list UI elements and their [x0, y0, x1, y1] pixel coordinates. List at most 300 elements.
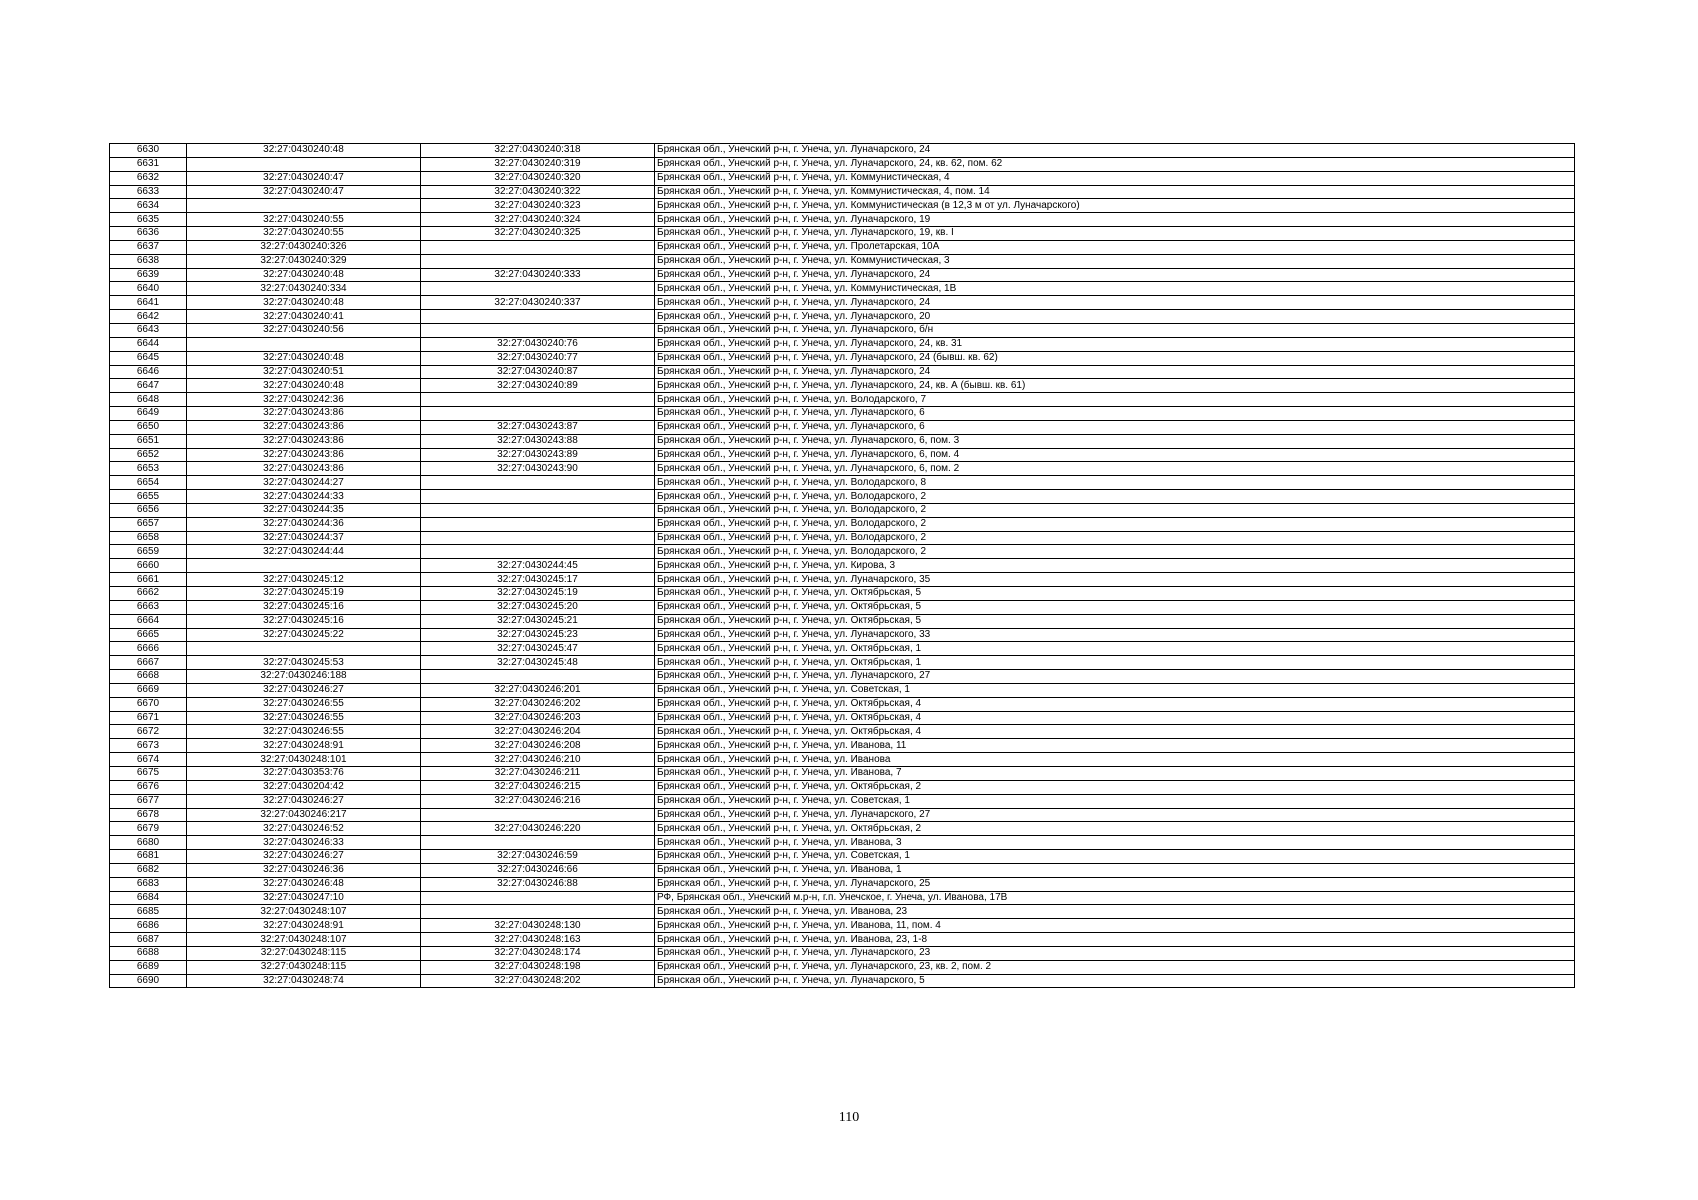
parent-cadastral-number-cell: 32:27:0430244:36: [187, 517, 421, 531]
parent-cadastral-number-cell: 32:27:0430244:44: [187, 545, 421, 559]
cadastral-number-cell: 32:27:0430244:45: [421, 559, 655, 573]
address-cell: Брянская обл., Унечский р-н, г. Унеча, ул. Луначарского, 23, кв. 2, пом. 2: [655, 960, 1575, 974]
address-cell: Брянская обл., Унечский р-н, г. Унеча, ул. Иванова, 23: [655, 905, 1575, 919]
table-row: [110, 448, 1575, 462]
address-cell: Брянская обл., Унечский р-н, г. Унеча, ул. Володарского, 2: [655, 545, 1575, 559]
parent-cadastral-number-cell: [187, 157, 421, 171]
address-cell: Брянская обл., Унечский р-н, г. Унеча, ул. Коммунистическая (в 12,3 м от ул. Луначарского): [655, 199, 1575, 213]
cadastral-number-cell: 32:27:0430245:19: [421, 587, 655, 601]
address-cell: Брянская обл., Унечский р-н, г. Унеча, ул. Луначарского, 6: [655, 407, 1575, 421]
parent-cadastral-number-cell: 32:27:0430240:48: [187, 268, 421, 282]
row-number-cell: 6640: [110, 282, 187, 296]
address-cell: Брянская обл., Унечский р-н, г. Унеча, ул. Луначарского, б/н: [655, 323, 1575, 337]
row-number-cell: 6633: [110, 185, 187, 199]
table-row: [110, 836, 1575, 850]
table-row: [110, 711, 1575, 725]
parent-cadastral-number-cell: 32:27:0430240:334: [187, 282, 421, 296]
table-row: [110, 891, 1575, 905]
cadastral-number-cell: 32:27:0430240:325: [421, 227, 655, 241]
table-row: [110, 323, 1575, 337]
address-cell: Брянская обл., Унечский р-н, г. Унеча, ул. Коммунистическая, 4, пом. 14: [655, 185, 1575, 199]
parent-cadastral-number-cell: 32:27:0430245:12: [187, 573, 421, 587]
parent-cadastral-number-cell: 32:27:0430245:16: [187, 600, 421, 614]
cadastral-number-cell: 32:27:0430246:211: [421, 766, 655, 780]
row-number-cell: 6681: [110, 850, 187, 864]
row-number-cell: 6685: [110, 905, 187, 919]
address-cell: Брянская обл., Унечский р-н, г. Унеча, ул. Володарского, 2: [655, 531, 1575, 545]
cadastral-number-cell: [421, 393, 655, 407]
parent-cadastral-number-cell: 32:27:0430242:36: [187, 393, 421, 407]
table-row: [110, 974, 1575, 988]
table-row: [110, 656, 1575, 670]
parent-cadastral-number-cell: 32:27:0430248:115: [187, 960, 421, 974]
address-cell: Брянская обл., Унечский р-н, г. Унеча, ул. Пролетарская, 10А: [655, 240, 1575, 254]
table-row: [110, 739, 1575, 753]
row-number-cell: 6644: [110, 337, 187, 351]
table-row: [110, 199, 1575, 213]
parent-cadastral-number-cell: 32:27:0430240:48: [187, 379, 421, 393]
cadastral-number-cell: 32:27:0430245:48: [421, 656, 655, 670]
row-number-cell: 6635: [110, 213, 187, 227]
parent-cadastral-number-cell: 32:27:0430243:86: [187, 434, 421, 448]
row-number-cell: 6663: [110, 600, 187, 614]
row-number-cell: 6669: [110, 683, 187, 697]
table-row: [110, 296, 1575, 310]
address-cell: Брянская обл., Унечский р-н, г. Унеча, ул. Октябрьская, 1: [655, 656, 1575, 670]
row-number-cell: 6684: [110, 891, 187, 905]
parent-cadastral-number-cell: [187, 559, 421, 573]
cadastral-number-cell: 32:27:0430240:333: [421, 268, 655, 282]
row-number-cell: 6637: [110, 240, 187, 254]
page-number: 110: [838, 1110, 860, 1125]
parent-cadastral-number-cell: 32:27:0430243:86: [187, 420, 421, 434]
cadastral-number-cell: 32:27:0430240:337: [421, 296, 655, 310]
address-cell: Брянская обл., Унечский р-н, г. Унеча, ул. Октябрьская, 5: [655, 600, 1575, 614]
table-row: [110, 946, 1575, 960]
cadastral-number-cell: 32:27:0430240:77: [421, 351, 655, 365]
address-cell: Брянская обл., Унечский р-н, г. Унеча, ул. Луначарского, 19, кв. I: [655, 227, 1575, 241]
table-row: [110, 171, 1575, 185]
cadastral-number-cell: 32:27:0430240:320: [421, 171, 655, 185]
parent-cadastral-number-cell: 32:27:0430246:217: [187, 808, 421, 822]
parent-cadastral-number-cell: 32:27:0430240:51: [187, 365, 421, 379]
row-number-cell: 6679: [110, 822, 187, 836]
table-row: [110, 863, 1575, 877]
table-row: [110, 462, 1575, 476]
table-row: [110, 559, 1575, 573]
parent-cadastral-number-cell: 32:27:0430353:76: [187, 766, 421, 780]
table-row: [110, 600, 1575, 614]
address-cell: Брянская обл., Унечский р-н, г. Унеча, ул. Луначарского, 24: [655, 296, 1575, 310]
row-number-cell: 6657: [110, 517, 187, 531]
row-number-cell: 6638: [110, 254, 187, 268]
row-number-cell: 6656: [110, 503, 187, 517]
table-row: [110, 254, 1575, 268]
parent-cadastral-number-cell: 32:27:0430244:27: [187, 476, 421, 490]
row-number-cell: 6665: [110, 628, 187, 642]
address-cell: Брянская обл., Унечский р-н, г. Унеча, ул. Луначарского, 5: [655, 974, 1575, 988]
cadastral-number-cell: 32:27:0430246:203: [421, 711, 655, 725]
cadastral-number-cell: 32:27:0430240:87: [421, 365, 655, 379]
row-number-cell: 6683: [110, 877, 187, 891]
table-row: [110, 670, 1575, 684]
parent-cadastral-number-cell: 32:27:0430246:52: [187, 822, 421, 836]
row-number-cell: 6643: [110, 323, 187, 337]
parent-cadastral-number-cell: 32:27:0430246:27: [187, 850, 421, 864]
table-row: [110, 157, 1575, 171]
row-number-cell: 6646: [110, 365, 187, 379]
address-cell: Брянская обл., Унечский р-н, г. Унеча, ул. Володарского, 7: [655, 393, 1575, 407]
row-number-cell: 6641: [110, 296, 187, 310]
cadastral-number-cell: [421, 836, 655, 850]
address-cell: Брянская обл., Унечский р-н, г. Унеча, ул. Володарского, 8: [655, 476, 1575, 490]
address-cell: Брянская обл., Унечский р-н, г. Унеча, ул. Октябрьская, 5: [655, 614, 1575, 628]
row-number-cell: 6659: [110, 545, 187, 559]
address-cell: Брянская обл., Унечский р-н, г. Унеча, ул. Иванова, 1: [655, 863, 1575, 877]
address-cell: Брянская обл., Унечский р-н, г. Унеча, ул. Октябрьская, 5: [655, 587, 1575, 601]
table-row: [110, 697, 1575, 711]
parent-cadastral-number-cell: 32:27:0430246:55: [187, 711, 421, 725]
table-body: [110, 144, 1575, 988]
row-number-cell: 6648: [110, 393, 187, 407]
parent-cadastral-number-cell: 32:27:0430248:91: [187, 919, 421, 933]
row-number-cell: 6647: [110, 379, 187, 393]
parent-cadastral-number-cell: [187, 199, 421, 213]
address-cell: Брянская обл., Унечский р-н, г. Унеча, ул. Октябрьская, 2: [655, 822, 1575, 836]
parent-cadastral-number-cell: 32:27:0430246:48: [187, 877, 421, 891]
table-row: [110, 850, 1575, 864]
parent-cadastral-number-cell: 32:27:0430240:48: [187, 296, 421, 310]
table-row: [110, 434, 1575, 448]
table-row: [110, 282, 1575, 296]
row-number-cell: 6634: [110, 199, 187, 213]
table-row: [110, 213, 1575, 227]
address-cell: Брянская обл., Унечский р-н, г. Унеча, ул. Луначарского, 24, кв. 62, пом. 62: [655, 157, 1575, 171]
table-row: [110, 490, 1575, 504]
cadastral-number-cell: 32:27:0430248:202: [421, 974, 655, 988]
address-cell: Брянская обл., Унечский р-н, г. Унеча, ул. Володарского, 2: [655, 490, 1575, 504]
parent-cadastral-number-cell: 32:27:0430246:33: [187, 836, 421, 850]
address-cell: Брянская обл., Унечский р-н, г. Унеча, ул. Иванова, 11, пом. 4: [655, 919, 1575, 933]
parent-cadastral-number-cell: 32:27:0430245:22: [187, 628, 421, 642]
table-row: [110, 808, 1575, 822]
address-cell: Брянская обл., Унечский р-н, г. Унеча, ул. Луначарского, 6: [655, 420, 1575, 434]
cadastral-number-cell: 32:27:0430240:89: [421, 379, 655, 393]
address-cell: Брянская обл., Унечский р-н, г. Унеча, ул. Луначарского, 24: [655, 365, 1575, 379]
table-row: [110, 337, 1575, 351]
table-row: [110, 628, 1575, 642]
cadastral-number-cell: [421, 503, 655, 517]
address-cell: Брянская обл., Унечский р-н, г. Унеча, ул. Иванова, 23, 1-8: [655, 933, 1575, 947]
cadastral-number-cell: 32:27:0430245:23: [421, 628, 655, 642]
table-row: [110, 310, 1575, 324]
cadastral-number-cell: 32:27:0430243:87: [421, 420, 655, 434]
address-cell: Брянская обл., Унечский р-н, г. Унеча, ул. Луначарского, 24, кв. 31: [655, 337, 1575, 351]
parent-cadastral-number-cell: 32:27:0430246:55: [187, 697, 421, 711]
address-cell: Брянская обл., Унечский р-н, г. Унеча, ул. Луначарского, 25: [655, 877, 1575, 891]
address-cell: Брянская обл., Унечский р-н, г. Унеча, ул. Октябрьская, 1: [655, 642, 1575, 656]
table-row: [110, 614, 1575, 628]
table-row: [110, 351, 1575, 365]
table-row: [110, 905, 1575, 919]
row-number-cell: 6662: [110, 587, 187, 601]
cadastral-number-cell: 32:27:0430246:215: [421, 780, 655, 794]
parent-cadastral-number-cell: 32:27:0430240:47: [187, 171, 421, 185]
row-number-cell: 6651: [110, 434, 187, 448]
parent-cadastral-number-cell: [187, 337, 421, 351]
table-row: [110, 365, 1575, 379]
table-row: [110, 919, 1575, 933]
parent-cadastral-number-cell: 32:27:0430240:47: [187, 185, 421, 199]
address-cell: Брянская обл., Унечский р-н, г. Унеча, ул. Луначарского, 6, пом. 4: [655, 448, 1575, 462]
row-number-cell: 6649: [110, 407, 187, 421]
row-number-cell: 6645: [110, 351, 187, 365]
address-cell: Брянская обл., Унечский р-н, г. Унеча, ул. Луначарского, 33: [655, 628, 1575, 642]
cadastral-number-cell: [421, 808, 655, 822]
parent-cadastral-number-cell: 32:27:0430240:55: [187, 213, 421, 227]
row-number-cell: 6678: [110, 808, 187, 822]
address-cell: Брянская обл., Унечский р-н, г. Унеча, ул. Иванова, 11: [655, 739, 1575, 753]
cadastral-register-table: [109, 143, 1575, 988]
address-cell: Брянская обл., Унечский р-н, г. Унеча, ул. Луначарского, 24, кв. А (бывш. кв. 61): [655, 379, 1575, 393]
address-cell: Брянская обл., Унечский р-н, г. Унеча, ул. Иванова, 7: [655, 766, 1575, 780]
row-number-cell: 6642: [110, 310, 187, 324]
table-row: [110, 877, 1575, 891]
row-number-cell: 6687: [110, 933, 187, 947]
row-number-cell: 6668: [110, 670, 187, 684]
cadastral-number-cell: 32:27:0430240:76: [421, 337, 655, 351]
table-row: [110, 144, 1575, 158]
row-number-cell: 6661: [110, 573, 187, 587]
row-number-cell: 6655: [110, 490, 187, 504]
parent-cadastral-number-cell: 32:27:0430240:55: [187, 227, 421, 241]
row-number-cell: 6674: [110, 753, 187, 767]
row-number-cell: 6652: [110, 448, 187, 462]
parent-cadastral-number-cell: 32:27:0430245:16: [187, 614, 421, 628]
parent-cadastral-number-cell: 32:27:0430204:42: [187, 780, 421, 794]
row-number-cell: 6654: [110, 476, 187, 490]
parent-cadastral-number-cell: 32:27:0430247:10: [187, 891, 421, 905]
cadastral-number-cell: [421, 670, 655, 684]
address-cell: Брянская обл., Унечский р-н, г. Унеча, ул. Коммунистическая, 1В: [655, 282, 1575, 296]
address-cell: Брянская обл., Унечский р-н, г. Унеча, ул. Луначарского, 20: [655, 310, 1575, 324]
cadastral-number-cell: [421, 240, 655, 254]
cadastral-number-cell: 32:27:0430248:163: [421, 933, 655, 947]
parent-cadastral-number-cell: 32:27:0430240:329: [187, 254, 421, 268]
cadastral-number-cell: 32:27:0430243:89: [421, 448, 655, 462]
address-cell: Брянская обл., Унечский р-н, г. Унеча, ул. Луначарского, 27: [655, 670, 1575, 684]
cadastral-number-cell: 32:27:0430248:174: [421, 946, 655, 960]
cadastral-number-cell: 32:27:0430240:323: [421, 199, 655, 213]
address-cell: Брянская обл., Унечский р-н, г. Унеча, ул. Луначарского, 6, пом. 3: [655, 434, 1575, 448]
row-number-cell: 6658: [110, 531, 187, 545]
address-cell: Брянская обл., Унечский р-н, г. Унеча, ул. Октябрьская, 2: [655, 780, 1575, 794]
row-number-cell: 6670: [110, 697, 187, 711]
row-number-cell: 6688: [110, 946, 187, 960]
parent-cadastral-number-cell: 32:27:0430240:56: [187, 323, 421, 337]
cadastral-number-cell: [421, 254, 655, 268]
parent-cadastral-number-cell: 32:27:0430248:107: [187, 905, 421, 919]
cadastral-number-cell: [421, 282, 655, 296]
cadastral-number-cell: [421, 476, 655, 490]
parent-cadastral-number-cell: [187, 642, 421, 656]
row-number-cell: 6675: [110, 766, 187, 780]
row-number-cell: 6676: [110, 780, 187, 794]
address-cell: РФ, Брянская обл., Унечский м.р-н, г.п. Унечское, г. Унеча, ул. Иванова, 17В: [655, 891, 1575, 905]
cadastral-number-cell: 32:27:0430248:130: [421, 919, 655, 933]
address-cell: Брянская обл., Унечский р-н, г. Унеча, ул. Октябрьская, 4: [655, 697, 1575, 711]
parent-cadastral-number-cell: 32:27:0430240:48: [187, 144, 421, 158]
cadastral-number-cell: [421, 531, 655, 545]
parent-cadastral-number-cell: 32:27:0430246:188: [187, 670, 421, 684]
table-row: [110, 822, 1575, 836]
parent-cadastral-number-cell: 32:27:0430240:48: [187, 351, 421, 365]
row-number-cell: 6673: [110, 739, 187, 753]
parent-cadastral-number-cell: 32:27:0430243:86: [187, 407, 421, 421]
cadastral-number-cell: 32:27:0430246:201: [421, 683, 655, 697]
row-number-cell: 6660: [110, 559, 187, 573]
row-number-cell: 6630: [110, 144, 187, 158]
cadastral-number-cell: 32:27:0430246:88: [421, 877, 655, 891]
address-cell: Брянская обл., Унечский р-н, г. Унеча, ул. Луначарского, 35: [655, 573, 1575, 587]
cadastral-number-cell: [421, 905, 655, 919]
cadastral-number-cell: 32:27:0430246:208: [421, 739, 655, 753]
address-cell: Брянская обл., Унечский р-н, г. Унеча, ул. Луначарского, 23: [655, 946, 1575, 960]
table-row: [110, 503, 1575, 517]
table-row: [110, 379, 1575, 393]
parent-cadastral-number-cell: 32:27:0430248:115: [187, 946, 421, 960]
row-number-cell: 6667: [110, 656, 187, 670]
table-row: [110, 766, 1575, 780]
parent-cadastral-number-cell: 32:27:0430245:53: [187, 656, 421, 670]
cadastral-number-cell: 32:27:0430248:198: [421, 960, 655, 974]
table-row: [110, 780, 1575, 794]
row-number-cell: 6690: [110, 974, 187, 988]
address-cell: Брянская обл., Унечский р-н, г. Унеча, ул. Иванова, 3: [655, 836, 1575, 850]
parent-cadastral-number-cell: 32:27:0430244:37: [187, 531, 421, 545]
table-row: [110, 393, 1575, 407]
row-number-cell: 6682: [110, 863, 187, 877]
parent-cadastral-number-cell: 32:27:0430243:86: [187, 448, 421, 462]
table-row: [110, 227, 1575, 241]
cadastral-number-cell: 32:27:0430246:204: [421, 725, 655, 739]
cadastral-number-cell: [421, 545, 655, 559]
cadastral-number-cell: 32:27:0430240:322: [421, 185, 655, 199]
cadastral-number-cell: [421, 407, 655, 421]
cadastral-number-cell: 32:27:0430245:20: [421, 600, 655, 614]
row-number-cell: 6680: [110, 836, 187, 850]
table-row: [110, 587, 1575, 601]
address-cell: Брянская обл., Унечский р-н, г. Унеча, ул. Луначарского, 27: [655, 808, 1575, 822]
address-cell: Брянская обл., Унечский р-н, г. Унеча, ул. Коммунистическая, 3: [655, 254, 1575, 268]
address-cell: Брянская обл., Унечский р-н, г. Унеча, ул. Луначарского, 24: [655, 144, 1575, 158]
address-cell: Брянская обл., Унечский р-н, г. Унеча, ул. Володарского, 2: [655, 517, 1575, 531]
table-row: [110, 545, 1575, 559]
cadastral-number-cell: [421, 517, 655, 531]
cadastral-number-cell: 32:27:0430243:88: [421, 434, 655, 448]
address-cell: Брянская обл., Унечский р-н, г. Унеча, ул. Октябрьская, 4: [655, 711, 1575, 725]
table-row: [110, 642, 1575, 656]
cadastral-number-cell: [421, 490, 655, 504]
table-row: [110, 960, 1575, 974]
address-cell: Брянская обл., Унечский р-н, г. Унеча, ул. Луначарского, 19: [655, 213, 1575, 227]
address-cell: Брянская обл., Унечский р-н, г. Унеча, ул. Володарского, 2: [655, 503, 1575, 517]
table-row: [110, 407, 1575, 421]
cadastral-number-cell: 32:27:0430240:318: [421, 144, 655, 158]
cadastral-number-cell: 32:27:0430240:319: [421, 157, 655, 171]
cadastral-number-cell: [421, 310, 655, 324]
table-row: [110, 240, 1575, 254]
row-number-cell: 6664: [110, 614, 187, 628]
table-row: [110, 185, 1575, 199]
parent-cadastral-number-cell: 32:27:0430240:41: [187, 310, 421, 324]
address-cell: Брянская обл., Унечский р-н, г. Унеча, ул. Коммунистическая, 4: [655, 171, 1575, 185]
row-number-cell: 6653: [110, 462, 187, 476]
parent-cadastral-number-cell: 32:27:0430246:55: [187, 725, 421, 739]
cadastral-number-cell: 32:27:0430246:220: [421, 822, 655, 836]
table-row: [110, 420, 1575, 434]
table-row: [110, 794, 1575, 808]
table-row: [110, 268, 1575, 282]
cadastral-number-cell: 32:27:0430243:90: [421, 462, 655, 476]
table-row: [110, 573, 1575, 587]
address-cell: Брянская обл., Унечский р-н, г. Унеча, ул. Луначарского, 6, пом. 2: [655, 462, 1575, 476]
row-number-cell: 6666: [110, 642, 187, 656]
parent-cadastral-number-cell: 32:27:0430246:27: [187, 794, 421, 808]
parent-cadastral-number-cell: 32:27:0430244:35: [187, 503, 421, 517]
row-number-cell: 6636: [110, 227, 187, 241]
cadastral-number-cell: 32:27:0430246:202: [421, 697, 655, 711]
parent-cadastral-number-cell: 32:27:0430244:33: [187, 490, 421, 504]
address-cell: Брянская обл., Унечский р-н, г. Унеча, ул. Октябрьская, 4: [655, 725, 1575, 739]
table-row: [110, 725, 1575, 739]
cadastral-number-cell: [421, 891, 655, 905]
cadastral-number-cell: 32:27:0430246:59: [421, 850, 655, 864]
table-row: [110, 531, 1575, 545]
cadastral-number-cell: 32:27:0430245:17: [421, 573, 655, 587]
row-number-cell: 6689: [110, 960, 187, 974]
address-cell: Брянская обл., Унечский р-н, г. Унеча, ул. Иванова: [655, 753, 1575, 767]
row-number-cell: 6671: [110, 711, 187, 725]
cadastral-number-cell: 32:27:0430246:66: [421, 863, 655, 877]
cadastral-number-cell: [421, 323, 655, 337]
parent-cadastral-number-cell: 32:27:0430240:326: [187, 240, 421, 254]
parent-cadastral-number-cell: 32:27:0430248:107: [187, 933, 421, 947]
row-number-cell: 6677: [110, 794, 187, 808]
cadastral-number-cell: 32:27:0430245:47: [421, 642, 655, 656]
parent-cadastral-number-cell: 32:27:0430243:86: [187, 462, 421, 476]
parent-cadastral-number-cell: 32:27:0430248:74: [187, 974, 421, 988]
cadastral-number-cell: 32:27:0430240:324: [421, 213, 655, 227]
row-number-cell: 6632: [110, 171, 187, 185]
table-row: [110, 476, 1575, 490]
address-cell: Брянская обл., Унечский р-н, г. Унеча, ул. Советская, 1: [655, 794, 1575, 808]
table-row: [110, 683, 1575, 697]
cadastral-number-cell: 32:27:0430246:216: [421, 794, 655, 808]
parent-cadastral-number-cell: 32:27:0430246:36: [187, 863, 421, 877]
table-row: [110, 753, 1575, 767]
cadastral-number-cell: 32:27:0430245:21: [421, 614, 655, 628]
parent-cadastral-number-cell: 32:27:0430248:101: [187, 753, 421, 767]
row-number-cell: 6672: [110, 725, 187, 739]
parent-cadastral-number-cell: 32:27:0430248:91: [187, 739, 421, 753]
row-number-cell: 6650: [110, 420, 187, 434]
address-cell: Брянская обл., Унечский р-н, г. Унеча, ул. Луначарского, 24: [655, 268, 1575, 282]
cadastral-number-cell: 32:27:0430246:210: [421, 753, 655, 767]
address-cell: Брянская обл., Унечский р-н, г. Унеча, ул. Советская, 1: [655, 850, 1575, 864]
parent-cadastral-number-cell: 32:27:0430245:19: [187, 587, 421, 601]
row-number-cell: 6686: [110, 919, 187, 933]
